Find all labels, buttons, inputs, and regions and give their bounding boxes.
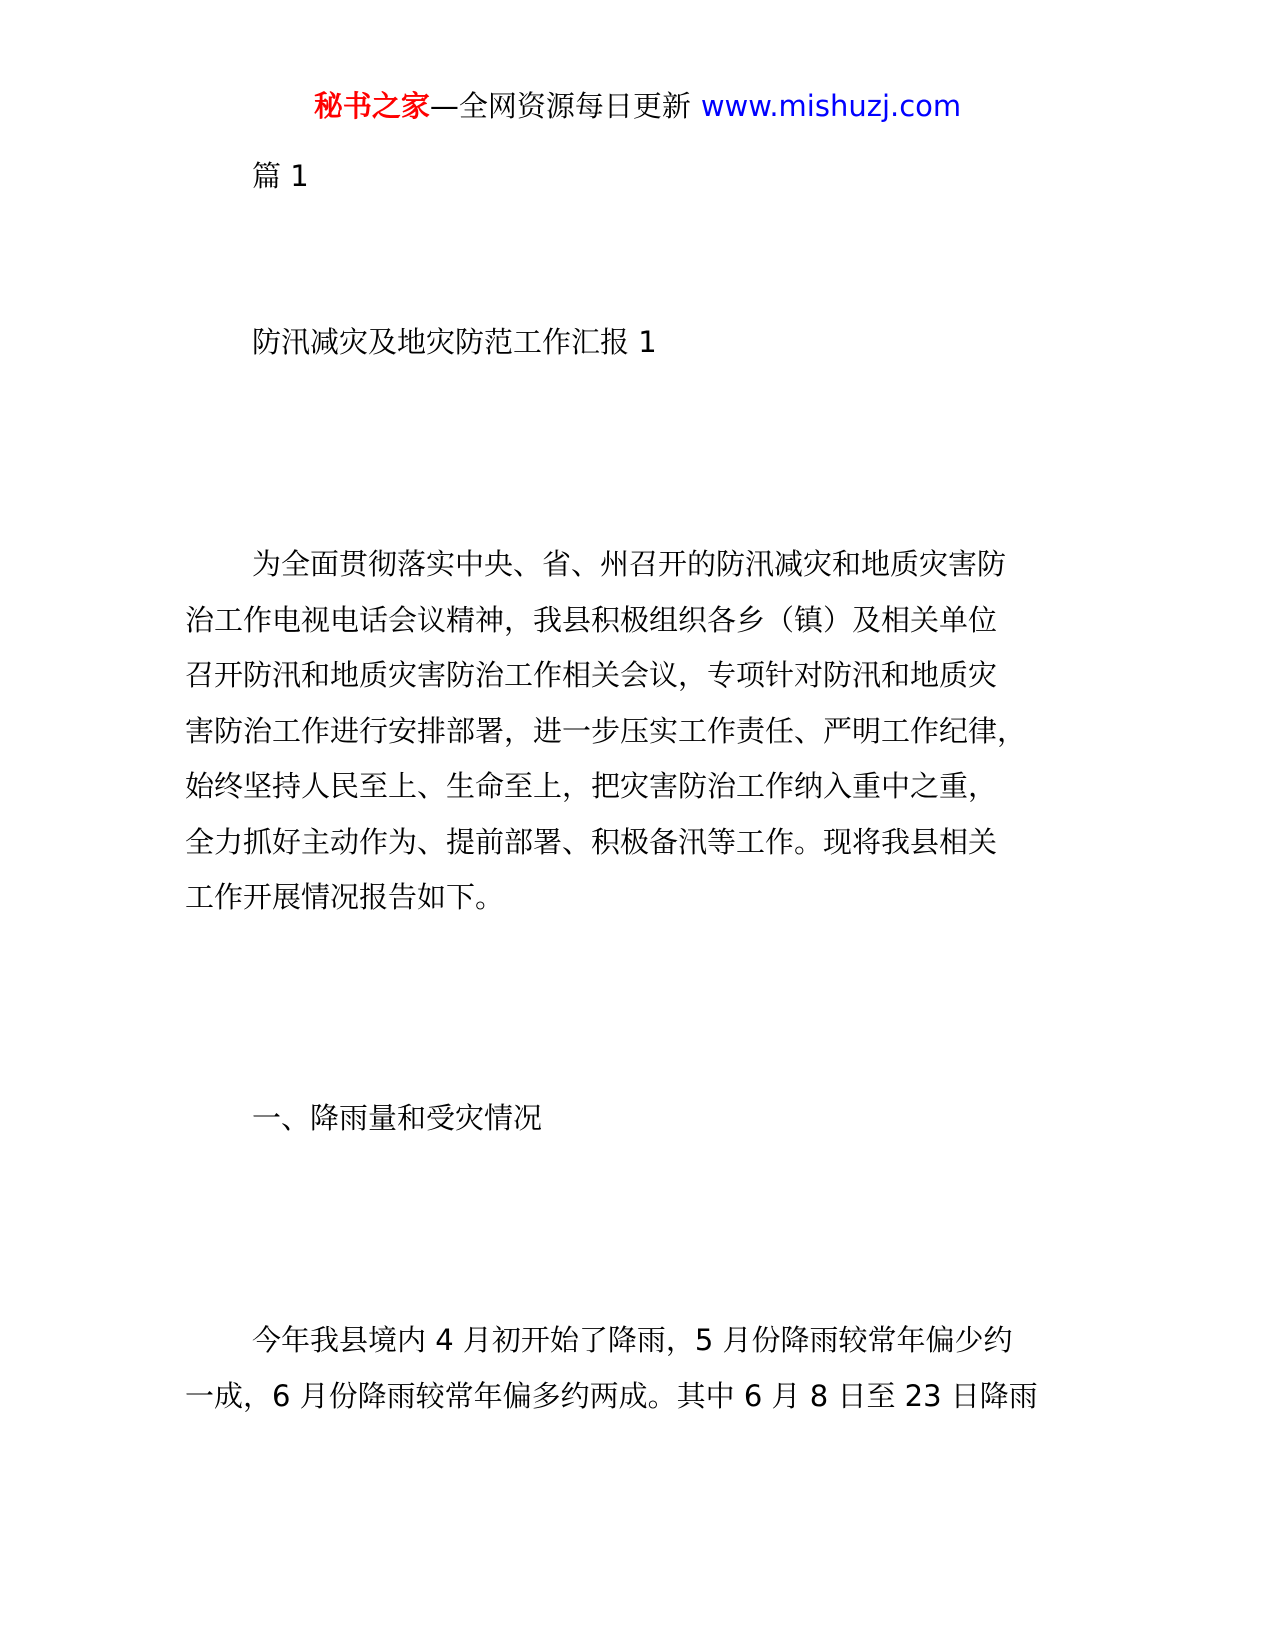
document-title: 防汛减灾及地灾防范工作汇报 1 [252,325,657,359]
header-tagline: —全网资源每日更新 [429,89,691,123]
intro-paragraph-line: 召开防汛和地质灾害防治工作相关会议，专项针对防汛和地质灾 [185,658,998,692]
site-url-link[interactable]: www.mishuzj.com [700,89,962,123]
section-heading: 一、降雨量和受灾情况 [252,1101,543,1135]
rain-paragraph-line: 一成，6 月份降雨较常年偏多约两成。其中 6 月 8 日至 23 日降雨 [185,1379,1038,1413]
intro-paragraph-line: 害防治工作进行安排部署，进一步压实工作责任、严明工作纪律， [185,714,1027,748]
intro-paragraph-line: 治工作电视电话会议精神，我县积极组织各乡（镇）及相关单位 [185,603,998,637]
brand-name: 秘书之家 [313,89,430,123]
intro-paragraph-line: 为全面贯彻落实中央、省、州召开的防汛减灾和地质灾害防 [252,547,1007,581]
section-label: 篇 1 [252,159,309,193]
intro-paragraph-line: 全力抓好主动作为、提前部署、积极备汛等工作。现将我县相关 [185,825,998,859]
rain-paragraph-line: 今年我县境内 4 月初开始了降雨，5 月份降雨较常年偏少约 [252,1323,1013,1357]
intro-paragraph-line: 始终坚持人民至上、生命至上，把灾害防治工作纳入重中之重， [185,769,998,803]
site-header [0,86,1275,126]
intro-paragraph-line: 工作开展情况报告如下。 [185,880,505,914]
